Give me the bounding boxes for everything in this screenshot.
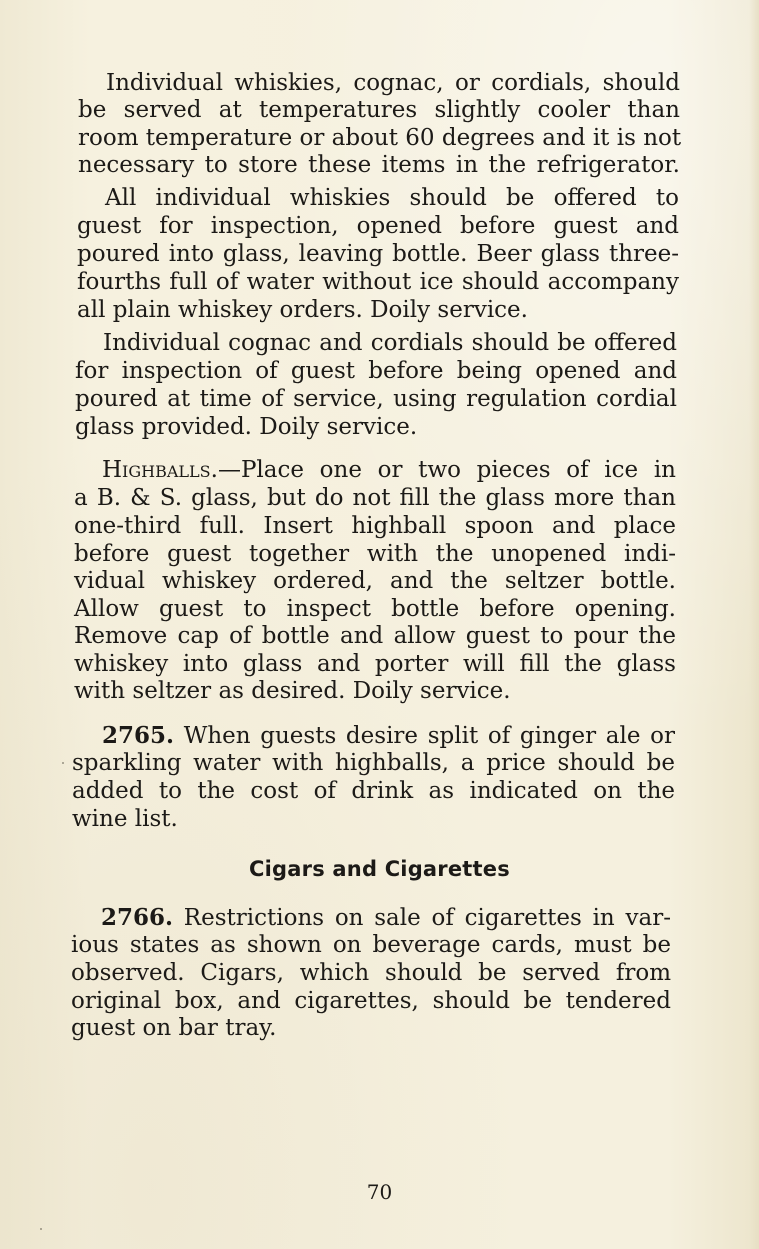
text-line: wine list. [72,806,178,832]
print-speck [40,1228,42,1230]
text-run: When guests desire split of ginger ale or [174,723,675,749]
text-line: Individual cognac and cordials should be offered [103,330,677,356]
paragraph-2766 [71,904,671,1044]
text-line: guest for inspection, opened before guest and [77,213,679,239]
text-line [102,722,675,750]
text-line: poured into glass, leaving bottle. Beer glass three- [77,241,679,267]
text-line: ious states as shown on beverage cards, must be [71,932,671,958]
text-run: —Place one or two pieces of ice in [217,457,676,483]
text-line: with seltzer as desired. Doily service. [74,678,511,704]
text-line: observed. Cigars, which should be served from [71,960,671,986]
text-line: All individual whiskies should be offered to [105,185,679,211]
text-line: added to the cost of drink as indicated on the [72,778,675,804]
item-number: 2766. [101,904,174,931]
text-line: one-third full. Insert highball spoon and place [74,513,676,539]
print-speck [62,762,64,764]
text-line: Individual whiskies, cognac, or cordials, should [106,70,680,96]
paragraph-whiskey-inspection [77,185,679,325]
text-line: poured at time of service, using regulation cordial [75,386,677,412]
text-line: all plain whiskey orders. Doily service. [77,297,528,323]
text-line: vidual whiskey ordered, and the seltzer bottle. [74,568,676,594]
text-line: for inspection of guest before being opened and [75,358,677,384]
text-run: Restrictions on sale of cigarettes in var- [173,905,671,931]
paragraph-cognac-cordials [75,330,677,442]
text-line: necessary to store these items in the refrigerator. [78,152,680,178]
text-line: guest on bar tray. [71,1015,277,1041]
page-edge-shading [749,0,759,1249]
text-line: Allow guest to inspect bottle before opening. [74,596,676,622]
text-line: whiskey into glass and porter will fill the glass [74,651,676,677]
section-heading: Cigars and Cigarettes [249,857,510,881]
text-line [101,904,671,932]
item-number: 2765. [102,722,175,749]
paragraph-serving-temperature [78,70,680,180]
text-line: room temperature or about 60 degrees and it is not [78,125,682,151]
text-line: a B. & S. glass, but do not fill the glass more than [74,485,676,511]
paragraph-2765 [72,722,675,834]
text-line: Remove cap of bottle and allow guest to pour the [74,623,676,649]
page-number: 70 [366,1180,393,1204]
text-line: glass provided. Doily service. [75,414,418,440]
paragraph-highballs [74,457,676,707]
text-line: fourths full of water without ice should accompany [77,269,679,295]
text-line: be served at temperatures slightly cooler than [78,97,680,123]
text-line: before guest together with the unopened indi- [74,541,676,567]
highballs-lead: Highballs. [102,457,218,483]
text-line: original box, and cigarettes, should be tendered [71,988,671,1014]
text-line [102,457,676,484]
text-line: sparkling water with highballs, a price should be [72,750,675,776]
